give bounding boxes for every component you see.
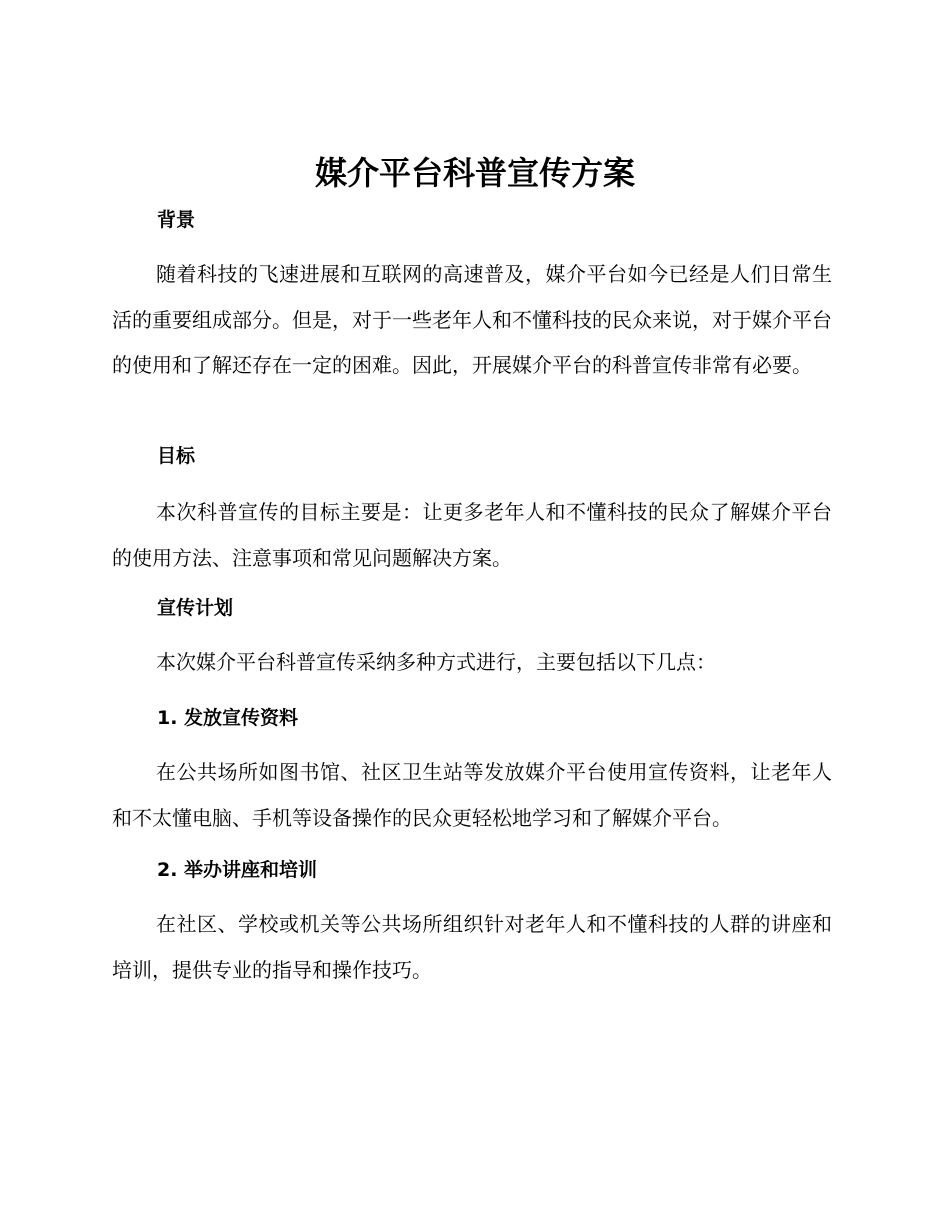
document-title: 媒介平台科普宣传方案 — [314, 154, 635, 192]
subheading-lectures-training: 2. 举办讲座和培训 — [157, 859, 318, 881]
paragraph-goal: 本次科普宣传的目标主要是：让更多老年人和不懂科技的民众了解媒介平台的使用方法、注意事项和常见问题解决方案。 — [112, 500, 832, 570]
subheading-distribute-materials: 1. 发放宣传资料 — [157, 707, 299, 729]
section-heading-background: 背景 — [157, 209, 196, 231]
section-heading-plan: 宣传计划 — [157, 597, 234, 619]
paragraph-distribute-materials: 在公共场所如图书馆、社区卫生站等发放媒介平台使用宣传资料，让老年人和不太懂电脑、手机等设备操作的民众更轻松地学习和了解媒介平台。 — [112, 760, 832, 830]
paragraph-lectures-training: 在社区、学校或机关等公共场所组织针对老年人和不懂科技的人群的讲座和培训，提供专业的指导和操作技巧。 — [112, 912, 832, 982]
section-heading-goal: 目标 — [157, 445, 196, 467]
paragraph-background: 随着科技的飞速进展和互联网的高速普及，媒介平台如今已经是人们日常生活的重要组成部分。但是，对于一些老年人和不懂科技的民众来说，对于媒介平台的使用和了解还存在一定的困难。因此，开展媒介平台的科普宣传非常有必要。 — [112, 262, 832, 377]
paragraph-plan-intro: 本次媒介平台科普宣传采纳多种方式进行，主要包括以下几点： — [156, 650, 716, 674]
